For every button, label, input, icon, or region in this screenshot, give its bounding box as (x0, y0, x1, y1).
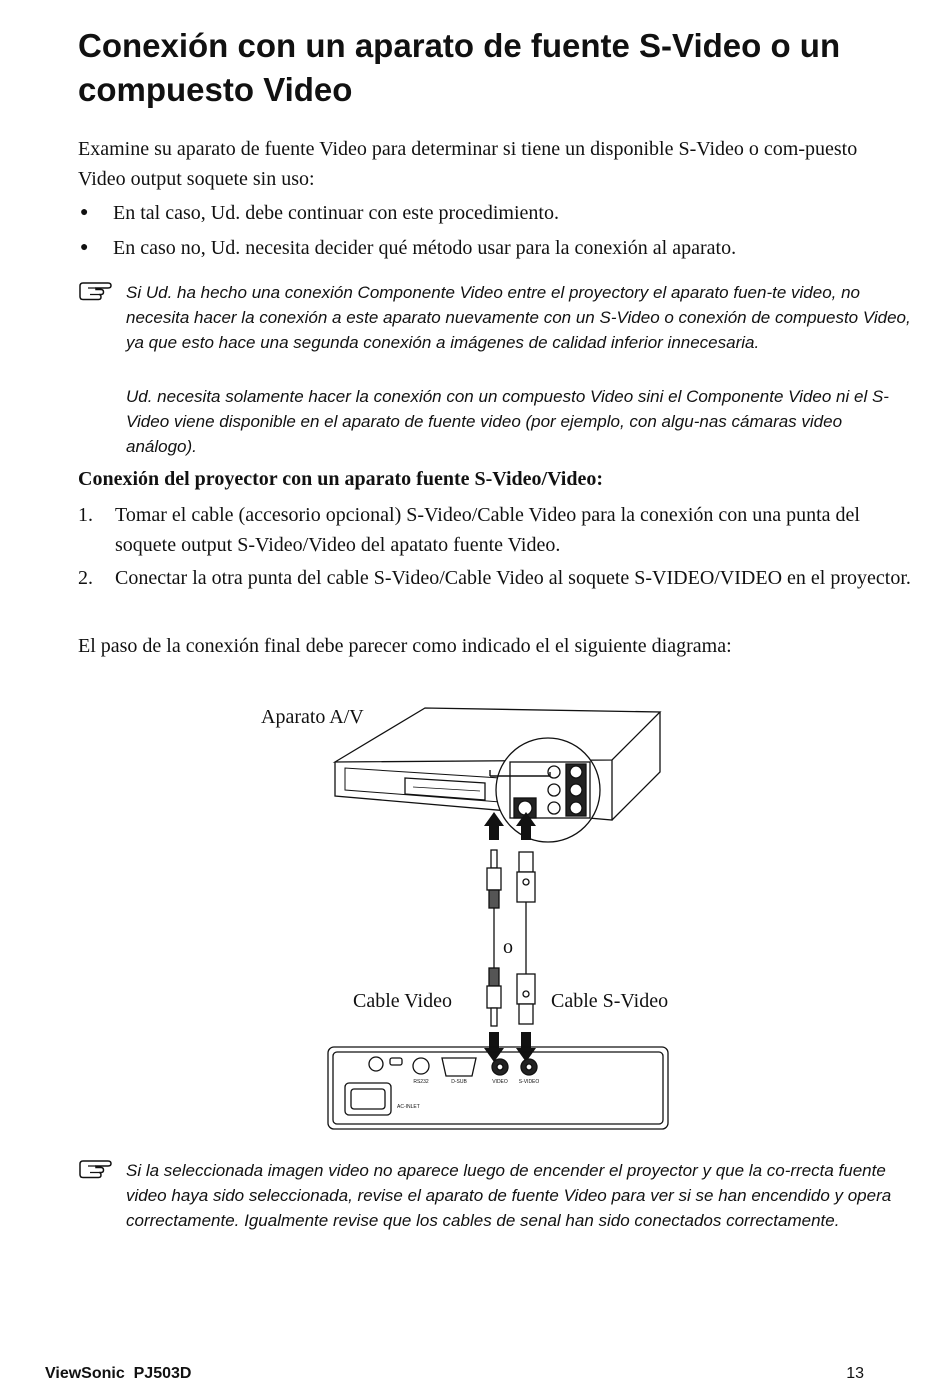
note-text: Si Ud. ha hecho una conexión Componente Video entre el proyectory el aparato fuen-te video, no necesita hacer la conexión a este aparato nuevamente con un S-Video o conexión de compuesto Video, ya que esto hace una segunda conexión a imágenes de calidad inferior innecesaria. (126, 283, 911, 352)
section-subheading: Conexión del proyector con un aparato fuente S-Video/Video: (78, 468, 603, 490)
step-text: Tomar el cable (accesorio opcional) S-Video/Cable Video para la conexión con una punta del soquete output S-Video/Video del apatato fuente Video. (115, 504, 860, 556)
port-label-ac-inlet: AC-INLET (397, 1104, 420, 1110)
device-label: Aparato A/V (261, 706, 364, 728)
pointing-hand-icon (78, 1158, 118, 1182)
note-text: Si la seleccionada imagen video no aparece luego de encender el proyector y que la co-rrecta fuente video haya sido seleccionada, revise el aparato de fuente Video para ver si se han encendido y opera correctamente. Igualmente revise que los cables de senal han sido conectados correctamente. (126, 1161, 892, 1230)
video-cable (487, 850, 501, 1026)
note-box (78, 1158, 918, 1262)
page-number: 13 (846, 1365, 864, 1382)
step-text: Conectar la otra punta del cable S-Video/Cable Video al soquete S-VIDEO/VIDEO en el proyector. (115, 567, 911, 589)
port-label-dsub: D-SUB (451, 1079, 467, 1085)
port-label-video: VIDEO (492, 1079, 508, 1085)
note-box (78, 280, 918, 460)
bullet-text: En tal caso, Ud. debe continuar con este procedimiento. (113, 202, 559, 224)
note-text: Ud. necesita solamente hacer la conexión con un compuesto Video sini el Componente Video ni el S-Video viene disponible en el aparato de fuente video (por ejemplo, con algu-nas cámaras video análogo). (126, 387, 889, 456)
port-label-svideo: S-VIDEO (518, 1079, 540, 1085)
connection-diagram (0, 690, 950, 1140)
port-label-rs232: RS232 (413, 1079, 429, 1085)
or-label: o (503, 936, 513, 958)
bullet-text: En caso no, Ud. necesita decider qué método usar para la conexión al aparato. (113, 237, 737, 259)
intro-paragraph: Examine su aparato de fuente Video para determinar si tiene un disponible S-Video o com-puesto Video output soquete sin uso: (78, 138, 858, 190)
bullet-dot-icon: ● (80, 240, 89, 255)
footer-brand: ViewSonic PJ503D (45, 1365, 192, 1382)
svideo-cable (517, 852, 535, 1024)
device-jack-zoom (490, 738, 600, 842)
step-number: 1. (78, 504, 93, 526)
port-labels (397, 1079, 539, 1110)
cable-svideo-label: Cable S-Video (551, 990, 669, 1012)
page-title: Conexión con un aparato de fuente S-Video o un compuesto Video (78, 27, 841, 108)
cable-video-label: Cable Video (353, 990, 452, 1012)
projector-panel (328, 1047, 668, 1129)
bullet-dot-icon: ● (80, 205, 89, 220)
diagram-intro: El paso de la conexión final debe parecer como indicado el el siguiente diagrama: (78, 635, 732, 657)
diagram-drawing (0, 690, 950, 1140)
step-number: 2. (78, 567, 93, 589)
pointing-hand-icon (78, 280, 118, 304)
